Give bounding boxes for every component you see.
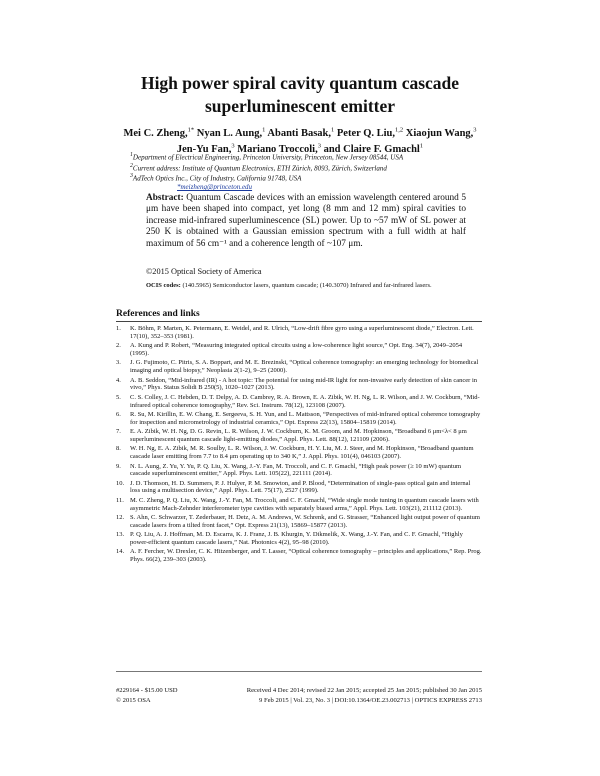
footer-divider — [116, 671, 482, 672]
ocis-codes — [146, 282, 466, 290]
reference-text: W. H. Ng, E. A. Zibik, M. R. Soulby, L. R. Wilson, J. W. Cockburn, H. Y. Liu, M. J. Steer, and M. Hopkinson, “Broadband quantum cascade laser emitting from 7.7 to 8.4 μm operating up to 340 K,” J. Appl. Phys. 101(4), 046103 (2007). — [130, 445, 474, 461]
author-affiliation-mark: 3 — [231, 142, 235, 150]
author-affiliation-mark: 1 — [331, 126, 335, 133]
reference-item — [116, 428, 482, 444]
author-name: Nyan L. Aung, — [196, 127, 263, 139]
page-footer — [116, 686, 482, 706]
affiliation-mark: 2 — [130, 162, 133, 169]
author — [267, 128, 336, 139]
author-name: Jen-Yu Fan, — [176, 144, 232, 155]
reference-text: A. Kung and P. Robert, “Measuring integrated optical circuits using a low-coherence light source,” Opt. Eng. 34(7), 2049–2054 (1995). — [130, 342, 463, 357]
reference-number: 5. — [116, 393, 121, 401]
author-name: and Claire F. Gmachl — [323, 144, 420, 155]
abstract-label: Abstract: — [146, 193, 184, 203]
author — [123, 128, 196, 139]
affiliation-mark: 1 — [130, 152, 133, 158]
affiliation — [130, 162, 470, 173]
reference-text: J. D. Thomson, H. D. Summers, P. J. Hulyer, P. M. Smowton, and P. Blood, “Determination of single-pass optical gain and internal loss using a multisection device,” Appl. Phys. Lett. 75(17), 2527 (1999). — [130, 479, 471, 495]
reference-item — [116, 497, 482, 513]
footer-copyright: © 2015 OSA — [116, 697, 151, 704]
author-affiliation-mark: 1,2 — [395, 126, 404, 133]
footer-article-id: #229164 - $15.00 USD — [116, 687, 178, 694]
references-divider — [116, 321, 482, 322]
author-name: Peter Q. Liu, — [336, 127, 396, 139]
reference-number: 4. — [116, 376, 121, 384]
reference-item — [116, 531, 482, 547]
reference-text: E. A. Zibik, W. H. Ng, D. G. Revin, L. R. Wilson, J. W. Cockburn, K. M. Groom, and M. Hopkinson, “Broadband 6 μm<λ< 8 μm superluminescent quantum cascade light-emitting diodes,” Appl. Phys. Lett. 88(12), 121109 (2006). — [130, 428, 467, 443]
reference-number: 12. — [116, 514, 125, 522]
author-affiliation-mark: 1 — [262, 126, 266, 133]
affiliation-text: Current address: Institute of Quantum Electronics, ETH Zürich, 8093, Zürich, Switzerland — [132, 164, 387, 173]
author-affiliation-mark: 3 — [317, 142, 321, 150]
copyright-notice: ©2015 Optical Society of America — [146, 267, 262, 276]
references-list — [116, 325, 482, 566]
abstract — [146, 193, 466, 250]
reference-text: K. Böhm, P. Marten, K. Petermann, E. Weidel, and R. Ulrich, “Low-drift fibre gyro using a superluminescent diode,” Electron. Lett. 17(10), 352–353 (1981). — [130, 325, 474, 340]
author-name: Abanti Basak, — [267, 127, 332, 139]
reference-number: 1. — [116, 325, 121, 332]
author — [406, 128, 477, 139]
reference-item — [116, 445, 482, 461]
reference-number: 6. — [116, 410, 121, 418]
reference-number: 8. — [116, 445, 121, 453]
reference-item — [116, 480, 482, 496]
references-heading: References and links — [116, 309, 200, 319]
reference-text: C. S. Colley, J. C. Hebden, D. T. Delpy, A. D. Cambrey, R. A. Brown, E. A. Zibik, W. H. Ng, L. R. Wilson, and J. W. Cockburn, “Mid-infrared optical coherence tomography,” Rev. Sci. Instrum. 78(12), 123108 (2007). — [130, 393, 480, 409]
reference-number: 7. — [116, 428, 121, 436]
abstract-text: Quantum Cascade devices with an emission wavelength centered around 5 μm have been shaped into compact, yet long (8 mm and 12 mm) spiral cavities to increase mid-infrared superluminescence (SL) power. Up to ~57 mW of SL power at 250 K is obtained with a Gaussian emission spectrum with a full width at half maximum of 56 cm⁻¹ and a coherence length of ~107 μm. — [146, 193, 467, 249]
reference-number: 13. — [116, 531, 125, 539]
reference-item — [116, 394, 482, 410]
reference-item — [116, 411, 482, 427]
reference-number: 9. — [116, 462, 121, 470]
affiliation-text: Department of Electrical Engineering, Princeton University, Princeton, New Jersey 08544, USA — [132, 153, 404, 162]
affiliation — [130, 151, 470, 162]
reference-text: A. B. Seddon, “Mid-infrared (IR) - A hot topic: The potential for using mid-IR light for non-invasive early detection of skin cancer in vivo,” Phys. Status Solidi B 250(5), 1020–1027 (2013). — [130, 376, 478, 392]
affiliation-mark: 3 — [130, 173, 133, 180]
title-line-1: High power spiral cavity quantum cascade — [140, 73, 460, 93]
reference-number: 11. — [116, 496, 124, 504]
footer-history: Received 4 Dec 2014; revised 22 Jan 2015; accepted 25 Jan 2015; published 30 Jan 2015 — [246, 687, 482, 694]
reference-item — [116, 377, 482, 393]
author-name: Xiaojun Wang, — [405, 127, 474, 139]
reference-item — [116, 325, 482, 341]
author-affiliation-mark: 1 — [419, 142, 424, 150]
reference-item — [116, 514, 482, 530]
ocis-label: OCIS codes: — [146, 282, 181, 289]
footer-citation: 9 Feb 2015 | Vol. 23, No. 3 | DOI:10.1364/OE.23.002713 | OPTICS EXPRESS 2713 — [259, 697, 482, 704]
reference-number: 10. — [116, 479, 125, 487]
reference-text: J. G. Fujimoto, C. Pitris, S. A. Boppart, and M. E. Brezinski, “Optical coherence tomography: an emerging technology for biomedical imaging and optical biopsy,” Neoplasia 2(1-2), 9–25 (2000). — [130, 359, 479, 375]
reference-text: M. C. Zheng, P. Q. Liu, X. Wang, J.-Y. Fan, M. Troccoli, and C. F. Gmachl, “Wide single mode tuning in quantum cascade lasers with asymmetric Mach-Zehnder interferometer type cavities with separately biased arms,” Appl. Phys. Lett. 103(21), 211112 (2013). — [130, 496, 479, 512]
reference-item — [116, 548, 482, 564]
reference-item — [116, 359, 482, 375]
reference-text: N. L. Aung, Z. Yu, Y. Yu, P. Q. Liu, X. Wang, J.-Y. Fan, M. Troccoli, and C. F. Gmachl, “High peak power (≥ 10 mW) quantum cascade superluminescent emitter,” Appl. Phys. Lett. 105(22), 221111 (2014). — [130, 462, 462, 478]
author-name: Mariano Troccoli, — [237, 144, 318, 155]
title-line-2: superluminescent emitter — [204, 96, 396, 116]
author-affiliation-mark: 3 — [473, 126, 477, 133]
author — [197, 128, 268, 139]
reference-item — [116, 342, 482, 358]
ocis-text: (140.5965) Semiconductor lasers, quantum cascade; (140.3070) Infrared and far-infrared lasers. — [182, 282, 432, 289]
affiliations — [130, 151, 470, 192]
author-name: Mei C. Zheng, — [123, 127, 188, 139]
reference-number: 14. — [116, 548, 125, 556]
paper-title — [60, 72, 540, 118]
email-link[interactable]: *meizheng@princeton.edu — [177, 183, 253, 192]
reference-number: 2. — [116, 342, 121, 350]
reference-text: A. F. Fercher, W. Drexler, C. K. Hitzenberger, and T. Lasser, “Optical coherence tomography – principles and applications,” Rep. Prog. Phys. 66(2), 239–303 (2003). — [130, 548, 482, 564]
reference-number: 3. — [116, 359, 121, 367]
affiliation-text: AdTech Optics Inc., City of Industry, California 91748, USA — [132, 174, 302, 183]
reference-text: S. Ahn, C. Schwarzer, T. Zederbauer, H. Detz, A. M. Andrews, W. Schrenk, and G. Strasser, “Enhanced light output power of quantum cascade lasers from a tilted front facet,” Opt. Express 21(13), 15869–15877 (2013). — [130, 514, 480, 529]
author — [337, 128, 406, 139]
reference-text: P. Q. Liu, A. J. Hoffman, M. D. Escarra, K. J. Franz, J. B. Khurgin, Y. Dikmelik, X. Wang, J.-Y. Fan, and C. F. Gmachl, “Highly power-efficient quantum cascade lasers,” Nat. Photonics 4(2), 95–98 (2010). — [130, 531, 463, 547]
affiliation — [130, 172, 470, 183]
reference-text: R. Su, M. Kirillin, E. W. Chang, E. Sergeeva, S. H. Yun, and L. Mattsson, “Perspectives of mid-infrared optical coherence tomography for inspection and micrometrology of industrial ceramics,” Opt. Express 22(13), 15804–15819 (2014). — [130, 410, 481, 426]
author-affiliation-mark: 1* — [187, 126, 195, 133]
reference-item — [116, 463, 482, 479]
